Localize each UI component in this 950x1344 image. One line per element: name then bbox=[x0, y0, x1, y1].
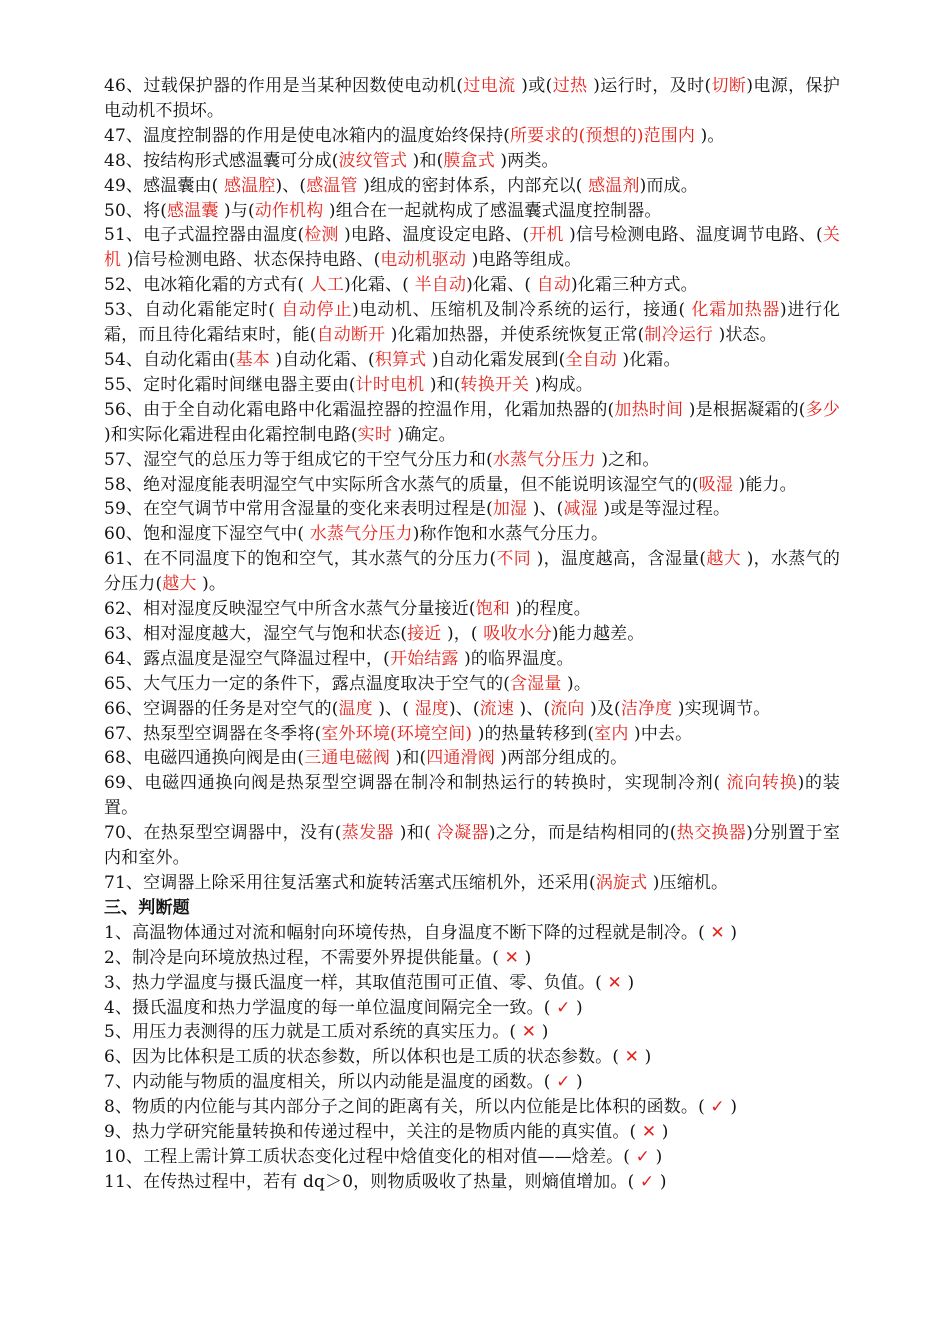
question-text: )或是等湿过程。 bbox=[603, 499, 731, 520]
check-mark-icon: ✓ bbox=[556, 1072, 571, 1093]
question-text: 66、空调器的任务是对空气的( bbox=[104, 698, 339, 719]
answer-text: 洁净度 bbox=[620, 698, 678, 719]
answer-text: 越大 bbox=[706, 549, 747, 570]
judgment-text: 3、热力学温度与摄氏温度一样，其取值范围可正值、零、负值。( bbox=[104, 972, 602, 993]
section-heading: 三、判断题 bbox=[104, 897, 190, 918]
question-text: )，水蒸气的分压力( bbox=[104, 549, 841, 595]
question-text: )、( bbox=[378, 698, 410, 719]
answer-text: 自动停止 bbox=[275, 300, 353, 321]
cross-mark-icon: ✕ bbox=[710, 922, 725, 943]
question-63 bbox=[104, 622, 840, 647]
answer-text: 开机 bbox=[529, 225, 570, 246]
question-text: 64、露点温度是湿空气降温过程中，( bbox=[104, 648, 390, 669]
question-text: )、( bbox=[448, 698, 480, 719]
judgment-11 bbox=[104, 1170, 840, 1195]
question-text: )和( bbox=[412, 150, 444, 171]
question-text: )称作饱和水蒸气分压力。 bbox=[412, 524, 609, 545]
judgment-text: 5、用压力表测得的压力就是工质对系统的真实压力。( bbox=[104, 1022, 517, 1043]
question-54 bbox=[104, 348, 840, 373]
question-text: 55、定时化霜时间继电器主要由( bbox=[104, 374, 356, 395]
judgment-close: ) bbox=[524, 947, 532, 968]
question-47 bbox=[104, 124, 840, 149]
judgment-text: 8、物质的内位能与其内部分子之间的距离有关，所以内位能是比体积的函数。( bbox=[104, 1097, 705, 1118]
answer-text: 加热时间 bbox=[614, 399, 689, 420]
question-48 bbox=[104, 149, 840, 174]
answer-text: 过电流 bbox=[463, 76, 522, 96]
question-text: 51、电子式温控器由温度( bbox=[104, 225, 305, 246]
question-text: )确定。 bbox=[397, 424, 456, 445]
question-text: )电源，保护电动机不损坏。 bbox=[104, 76, 840, 121]
cross-mark-icon: ✕ bbox=[641, 1122, 657, 1143]
question-text: )两类。 bbox=[500, 150, 559, 171]
question-text: )进行化霜，而且待化霜结束时，能( bbox=[104, 300, 841, 346]
judgment-text: 2、制冷是向环境放热过程，不需要外界提供能量。( bbox=[104, 947, 500, 968]
answer-text: 关机 bbox=[104, 225, 840, 271]
question-text: )。 bbox=[567, 673, 591, 694]
answer-text: 所要求的(预想的)范围内 bbox=[510, 125, 701, 146]
question-text: )及( bbox=[590, 698, 621, 719]
judgment-close: ) bbox=[659, 1171, 667, 1192]
question-text: 59、在空气调节中常用含湿量的变化来表明过程是( bbox=[104, 499, 493, 520]
question-text: )信号检测电路、温度调节电路、( bbox=[569, 225, 823, 246]
judgment-text: 6、因为比体积是工质的状态参数，所以体积也是工质的状态参数。( bbox=[104, 1047, 620, 1068]
judgment-3 bbox=[104, 971, 840, 996]
answer-text: 含湿量 bbox=[510, 673, 568, 694]
judgment-close: ) bbox=[576, 1072, 583, 1093]
question-text: )两部分组成的。 bbox=[500, 748, 628, 769]
judgment-close: ) bbox=[644, 1047, 652, 1068]
answer-text: 水蒸气分压力 bbox=[304, 524, 413, 545]
question-text: )是根据凝霜的( bbox=[688, 399, 806, 420]
question-text: )中去。 bbox=[634, 723, 693, 744]
question-text: )、( bbox=[275, 175, 307, 196]
question-50 bbox=[104, 199, 840, 224]
question-text: 52、电冰箱化霜的方式有( bbox=[104, 275, 305, 296]
answer-text: 转换开关 bbox=[460, 374, 535, 395]
question-66 bbox=[104, 697, 840, 722]
question-61 bbox=[104, 547, 840, 597]
answer-text: 积算式 bbox=[374, 349, 432, 370]
question-text: 54、自动化霜由( bbox=[104, 349, 236, 370]
answer-text: 流速 bbox=[479, 698, 520, 719]
answer-text: 接近 bbox=[407, 623, 447, 644]
question-text: 71、空调器上除采用往复活塞式和旋转活塞式压缩机外，还采用( bbox=[104, 873, 596, 893]
answer-text: 饱和 bbox=[475, 599, 516, 620]
question-text: 58、绝对湿度能表明湿空气中实际所含水蒸气的质量，但不能说明该湿空气的( bbox=[104, 474, 699, 495]
question-text: 48、按结构形式感温囊可分成( bbox=[104, 150, 339, 171]
judgment-4 bbox=[104, 996, 840, 1021]
answer-text: 流向转换 bbox=[720, 773, 798, 794]
question-text: )和实际化霜进程由化霜控制电路( bbox=[104, 424, 358, 445]
answer-text: 人工 bbox=[304, 275, 345, 296]
judgment-text: 10、工程上需计算工质状态变化过程中焓值变化的相对值——焓差。( bbox=[104, 1146, 631, 1167]
question-text: )而成。 bbox=[639, 175, 698, 196]
judgment-close: ) bbox=[655, 1146, 663, 1167]
question-text: 57、湿空气的总压力等于组成它的干空气分压力和( bbox=[104, 449, 493, 470]
question-text: 46、过载保护器的作用是当某种因数使电动机( bbox=[104, 76, 464, 96]
check-mark-icon: ✓ bbox=[710, 1097, 725, 1118]
question-text: )化霜三种方式。 bbox=[570, 275, 698, 296]
judgment-close: ) bbox=[627, 972, 635, 993]
question-text: )分别置于室内和室外。 bbox=[104, 823, 840, 869]
question-text: 61、在不同温度下的饱和空气，其水蒸气的分压力( bbox=[104, 549, 497, 570]
question-text: )能力越差。 bbox=[551, 623, 645, 644]
question-text: 49、感温囊由( bbox=[104, 175, 219, 196]
answer-text: 室内 bbox=[594, 723, 635, 744]
answer-text: 吸收水分 bbox=[477, 623, 552, 644]
answer-text: 温度 bbox=[338, 698, 379, 719]
question-53 bbox=[104, 298, 840, 348]
question-text: )。 bbox=[202, 574, 227, 595]
question-text: )组成的密封体系，内部充以( bbox=[363, 175, 583, 196]
question-60 bbox=[104, 522, 840, 547]
question-65 bbox=[104, 672, 840, 697]
question-text: )或( bbox=[521, 76, 553, 96]
document-body bbox=[104, 74, 840, 1195]
question-text: )实现调节。 bbox=[677, 698, 771, 719]
answer-text: 膜盒式 bbox=[443, 150, 501, 171]
question-text: )之分，而是结构相同的( bbox=[488, 823, 677, 844]
question-69 bbox=[104, 771, 840, 821]
check-mark-icon: ✓ bbox=[639, 1171, 655, 1192]
question-text: )电动机、压缩机及制冷系统的运行，接通( bbox=[352, 300, 686, 321]
answer-text: 动作机构 bbox=[254, 200, 329, 221]
answer-text: 热交换器 bbox=[676, 823, 747, 844]
question-text: )与( bbox=[224, 200, 255, 221]
answer-text: 蒸发器 bbox=[341, 823, 400, 844]
question-70 bbox=[104, 821, 840, 871]
question-text: )，( bbox=[446, 623, 478, 644]
judgment-text: 1、高温物体通过对流和幅射向环境传热，自身温度不断下降的过程就是制冷。( bbox=[104, 922, 705, 943]
check-mark-icon: ✓ bbox=[556, 997, 571, 1018]
answer-text: 化霜加热器 bbox=[685, 300, 781, 321]
judgment-close: ) bbox=[541, 1022, 549, 1043]
answer-text: 感温腔 bbox=[218, 175, 276, 196]
answer-text: 减湿 bbox=[563, 499, 604, 520]
question-text: 65、大气压力一定的条件下，露点温度取决于空气的( bbox=[104, 673, 511, 694]
question-52 bbox=[104, 273, 840, 298]
judgment-5 bbox=[104, 1020, 840, 1045]
judgment-9 bbox=[104, 1120, 840, 1145]
answer-text: 全自动 bbox=[565, 349, 623, 370]
check-mark-icon: ✓ bbox=[635, 1146, 651, 1167]
judgment-2 bbox=[104, 946, 840, 971]
answer-text: 感温囊 bbox=[167, 200, 225, 221]
fill-in-questions bbox=[104, 74, 840, 896]
question-text: )和( bbox=[429, 374, 461, 395]
question-text: )自动化霜、( bbox=[275, 349, 375, 370]
question-text: 56、由于全自动化霜电路中化霜温控器的控温作用，化霜加热器的( bbox=[104, 399, 615, 420]
question-71 bbox=[104, 871, 840, 896]
question-49 bbox=[104, 174, 840, 199]
cross-mark-icon: ✕ bbox=[504, 947, 520, 968]
judgment-text: 9、热力学研究能量转换和传递过程中，关注的是物质内能的真实值。( bbox=[104, 1122, 637, 1143]
question-text: )，温度越高，含湿量( bbox=[536, 549, 707, 570]
cross-mark-icon: ✕ bbox=[624, 1047, 640, 1068]
answer-text: 半自动 bbox=[409, 275, 467, 296]
answer-text: 涡旋式 bbox=[595, 873, 653, 893]
question-text: )电路等组成。 bbox=[471, 250, 582, 271]
question-text: )的程度。 bbox=[515, 599, 591, 620]
question-text: 67、热泵型空调器在冬季将( bbox=[104, 723, 322, 744]
question-text: )的装置。 bbox=[104, 773, 840, 819]
judgment-text: 4、摄氏温度和热力学温度的每一单位温度间隔完全一致。( bbox=[104, 997, 551, 1018]
question-text: 53、自动化霜能定时( bbox=[104, 300, 276, 321]
judgment-6 bbox=[104, 1045, 840, 1070]
question-text: )压缩机。 bbox=[652, 873, 729, 893]
answer-text: 切断 bbox=[711, 76, 747, 96]
question-46 bbox=[104, 74, 840, 124]
question-55 bbox=[104, 373, 840, 398]
answer-text: 湿度 bbox=[409, 698, 449, 719]
question-text: )构成。 bbox=[534, 374, 593, 395]
answer-text: 检测 bbox=[304, 225, 345, 246]
question-text: )、( bbox=[519, 698, 551, 719]
answer-text: 计时电机 bbox=[355, 374, 430, 395]
answer-text: 自动 bbox=[531, 275, 571, 296]
answer-text: 流向 bbox=[550, 698, 591, 719]
answer-text: 不同 bbox=[496, 549, 537, 570]
answer-text: 波纹管式 bbox=[338, 150, 413, 171]
question-text: )化霜、( bbox=[344, 275, 410, 296]
judgment-text: 7、内动能与物质的温度相关，所以内动能是温度的函数。( bbox=[104, 1072, 551, 1093]
question-text: )的临界温度。 bbox=[464, 648, 574, 669]
question-text: 69、电磁四通换向阀是热泵型空调器在制冷和制热运行的转换时，实现制冷剂( bbox=[104, 773, 721, 794]
question-text: )组合在一起就构成了感温囊式温度控制器。 bbox=[328, 200, 662, 221]
question-text: 60、饱和湿度下湿空气中( bbox=[104, 524, 305, 545]
judgment-close: ) bbox=[661, 1122, 669, 1143]
question-text: )信号检测电路、状态保持电路、( bbox=[126, 250, 381, 271]
question-text: 50、将( bbox=[104, 200, 168, 221]
question-text: )和( bbox=[395, 748, 427, 769]
judgment-close: ) bbox=[730, 922, 738, 943]
judgment-close: ) bbox=[730, 1097, 738, 1118]
true-false-questions bbox=[104, 921, 840, 1195]
question-text: )和( bbox=[399, 823, 431, 844]
answer-text: 四通滑阀 bbox=[426, 748, 501, 769]
question-51 bbox=[104, 223, 840, 273]
question-58 bbox=[104, 473, 840, 498]
question-57 bbox=[104, 448, 840, 473]
answer-text: 电动机驱动 bbox=[380, 250, 472, 271]
answer-text: 加湿 bbox=[492, 499, 533, 520]
question-text: 68、电磁四通换向阀是由( bbox=[104, 748, 305, 769]
judgment-text: 11、在传热过程中，若有 dq＞0，则物质吸收了热量，则熵值增加。( bbox=[104, 1171, 635, 1192]
cross-mark-icon: ✕ bbox=[607, 972, 622, 993]
judgment-close: ) bbox=[576, 997, 583, 1018]
question-62 bbox=[104, 597, 840, 622]
question-text: 47、温度控制器的作用是使电冰箱内的温度始终保持( bbox=[104, 125, 511, 146]
question-text: )、( bbox=[532, 499, 564, 520]
question-text: )之和。 bbox=[601, 449, 660, 470]
judgment-7 bbox=[104, 1070, 840, 1095]
question-text: )电路、温度设定电路、( bbox=[344, 225, 530, 246]
answer-text: 越大 bbox=[162, 574, 203, 595]
judgment-10 bbox=[104, 1145, 840, 1170]
question-text: )自动化霜发展到( bbox=[431, 349, 566, 370]
answer-text: 自动断开 bbox=[316, 325, 391, 346]
question-59 bbox=[104, 497, 840, 522]
cross-mark-icon: ✕ bbox=[521, 1022, 537, 1043]
answer-text: 实时 bbox=[357, 424, 398, 445]
question-text: )状态。 bbox=[718, 325, 777, 346]
question-text: )。 bbox=[700, 125, 725, 146]
question-text: )化霜加热器，并使系统恢复正常( bbox=[390, 325, 645, 346]
answer-text: 感温剂 bbox=[582, 175, 640, 196]
answer-text: 吸湿 bbox=[698, 474, 739, 495]
answer-text: 冷凝器 bbox=[430, 823, 489, 844]
answer-text: 过热 bbox=[552, 76, 594, 96]
judgment-8 bbox=[104, 1095, 840, 1120]
answer-text: 基本 bbox=[235, 349, 276, 370]
answer-text: 感温管 bbox=[306, 175, 364, 196]
question-text: 62、相对湿度反映湿空气中所含水蒸气分量接近( bbox=[104, 599, 476, 620]
question-67 bbox=[104, 722, 840, 747]
question-64 bbox=[104, 647, 840, 672]
question-text: 70、在热泵型空调器中，没有( bbox=[104, 823, 342, 844]
answer-text: 水蒸气分压力 bbox=[492, 449, 602, 470]
question-text: 63、相对湿度越大，湿空气与饱和状态( bbox=[104, 623, 408, 644]
question-text: )运行时，及时( bbox=[593, 76, 712, 96]
question-56 bbox=[104, 398, 840, 448]
question-68 bbox=[104, 746, 840, 771]
answer-text: 开始结露 bbox=[389, 648, 465, 669]
answer-text: 制冷运行 bbox=[644, 325, 719, 346]
judgment-1 bbox=[104, 921, 840, 946]
question-text: )的热量转移到( bbox=[477, 723, 595, 744]
question-text: )化霜、( bbox=[466, 275, 532, 296]
question-text: )能力。 bbox=[738, 474, 797, 495]
answer-text: 三通电磁阀 bbox=[304, 748, 396, 769]
question-text: )化霜。 bbox=[622, 349, 681, 370]
answer-text: 多少 bbox=[805, 399, 840, 420]
answer-text: 室外环境(环境空间) bbox=[321, 723, 478, 744]
